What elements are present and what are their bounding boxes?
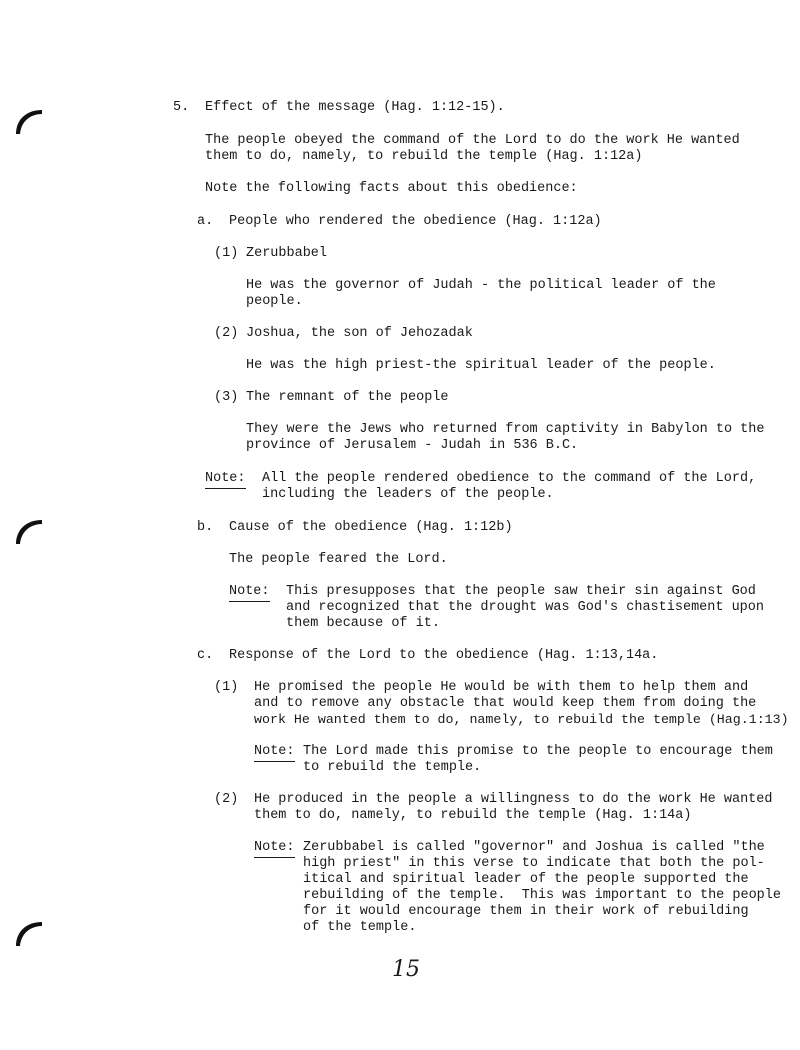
item-text: and to remove any obstacle that would keep them from doing the [254,696,757,711]
section-c-label: c. [197,648,214,663]
heading-title: Effect of the message (Hag. 1:12-15). [205,100,505,115]
item-title: Zerubbabel [246,246,328,261]
note-label: Note: [205,471,246,489]
item-text: He produced in the people a willingness to do the work He wanted [254,792,773,807]
item-number: (2) [214,792,239,807]
heading-number: 5. [173,100,190,115]
item-text: work He wanted them to do, namely, to rebuild the temple (Hag.1:13) [254,712,789,727]
note-label: Note: [229,584,270,602]
item-text: He was the governor of Judah - the political leader of the [246,278,716,293]
note-text: including the leaders of the people. [262,487,554,502]
item-number: (3) [214,390,239,405]
section-b-text: The people feared the Lord. [229,552,448,567]
intro-line: them to do, namely, to rebuild the temple (Hag. 1:12a) [205,149,643,164]
note-text: rebuilding of the temple. This was important to the people [303,888,781,903]
item-text: people. [246,294,303,309]
item-number: (1) [214,680,239,695]
item-text: He was the high priest-the spiritual leader of the people. [246,358,716,373]
note-text: high priest" in this verse to indicate that both the pol- [303,856,765,871]
note-label: Note: [254,840,295,858]
note-text: for it would encourage them in their work of rebuilding [303,904,749,919]
note-text: of the temple. [303,920,417,935]
punch-hole-mark [14,516,44,546]
item-number: (1) [214,246,239,261]
note-text: and recognized that the drought was God's chastisement upon [286,600,764,615]
section-b-label: b. [197,520,214,535]
note-text: The Lord made this promise to the people to encourage them [303,744,773,759]
item-text: He promised the people He would be with them to help them and [254,680,749,695]
note-text: Zerubbabel is called "governor" and Joshua is called "the [303,840,765,855]
page-number: 15 [392,957,420,982]
item-title: The remnant of the people [246,390,449,405]
note-text: itical and spiritual leader of the people supported the [303,872,749,887]
punch-hole-mark [14,106,44,136]
intro-line: The people obeyed the command of the Lord to do the work He wanted [205,133,740,148]
section-c-title: Response of the Lord to the obedience (Hag. 1:13,14a. [229,648,659,663]
section-a-title: People who rendered the obedience (Hag. 1:12a) [229,214,602,229]
note-text: This presupposes that the people saw their sin against God [286,584,756,599]
note-text: All the people rendered obedience to the command of the Lord, [262,471,757,486]
facts-intro: Note the following facts about this obedience: [205,181,578,196]
item-text: them to do, namely, to rebuild the temple (Hag. 1:14a) [254,808,692,823]
note-text: to rebuild the temple. [303,760,482,775]
note-text: them because of it. [286,616,440,631]
item-text: They were the Jews who returned from captivity in Babylon to the [246,422,765,437]
item-number: (2) [214,326,239,341]
item-title: Joshua, the son of Jehozadak [246,326,473,341]
punch-hole-mark [14,918,44,948]
section-b-title: Cause of the obedience (Hag. 1:12b) [229,520,513,535]
section-a-label: a. [197,214,214,229]
item-text: province of Jerusalem - Judah in 536 B.C. [246,438,579,453]
note-label: Note: [254,744,295,762]
